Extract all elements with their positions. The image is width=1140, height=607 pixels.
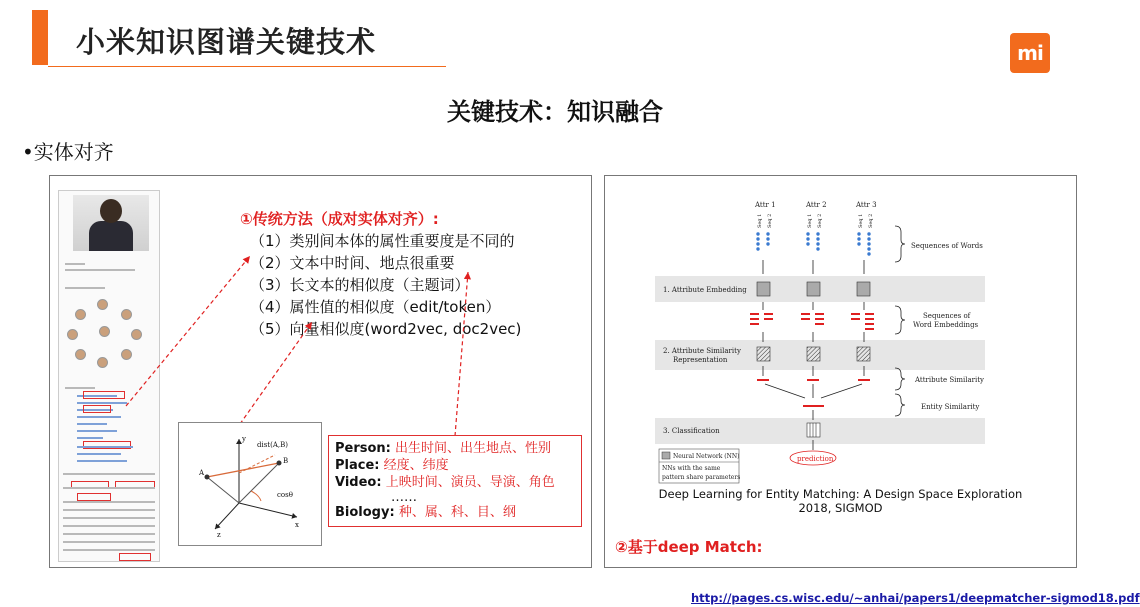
attr-1-label: Attr 1 bbox=[755, 201, 776, 209]
attr-3-label: Attr 3 bbox=[856, 201, 877, 209]
cos-label: cosθ bbox=[277, 491, 293, 499]
seq-label: Seq 1 bbox=[807, 213, 813, 228]
dist-label: dist(A,B) bbox=[257, 441, 289, 449]
legend-shared-1: NNs with the same bbox=[662, 465, 721, 472]
method-item: （4）属性值的相似度（edit/token） bbox=[250, 298, 501, 316]
method-item: （5）向量相似度(word2vec, doc2vec) bbox=[250, 320, 522, 338]
slide-subtitle: 关键技术：知识融合 bbox=[447, 98, 663, 126]
deep-match-label: ②基于deep Match: bbox=[615, 538, 763, 556]
step-attribute-embedding: 1. Attribute Embedding bbox=[663, 286, 747, 294]
paper-venue: 2018, SIGMOD bbox=[798, 501, 883, 515]
method-item: （3）长文本的相似度（主题词） bbox=[250, 276, 470, 294]
point-b-label: B bbox=[283, 457, 289, 465]
axis-label-x: x bbox=[295, 521, 299, 529]
paper-link[interactable]: http://pages.cs.wisc.edu/~anhai/papers1/deepmatcher-sigmod18.pdf bbox=[691, 591, 1140, 605]
seq-label: Seq 1 bbox=[858, 213, 864, 228]
axis-label-y: y bbox=[242, 435, 246, 443]
title-accent-bar bbox=[32, 10, 48, 65]
xiaomi-logo: mi bbox=[1010, 33, 1050, 73]
side-label-embeddings-2: Word Embeddings bbox=[913, 321, 979, 329]
prediction-label: prediction bbox=[797, 455, 834, 463]
legend-nn: Neural Network (NN) bbox=[673, 453, 740, 460]
seq-label: Seq 1 bbox=[757, 213, 763, 228]
deepmatcher-architecture-diagram bbox=[655, 190, 990, 488]
vector-similarity-plot bbox=[178, 422, 322, 546]
attribute-row: Place: 经度、纬度 bbox=[335, 458, 449, 473]
legend-shared-2: pattern share parameters bbox=[662, 474, 741, 481]
seq-label: Seq 2 bbox=[767, 213, 773, 228]
bullet-entity-alignment: •实体对齐 bbox=[22, 140, 114, 164]
title-underline bbox=[48, 66, 446, 67]
side-label-entity-similarity: Entity Similarity bbox=[921, 403, 980, 411]
side-label-words: Sequences of Words bbox=[911, 242, 983, 250]
side-label-embeddings-1: Sequences of bbox=[923, 312, 971, 320]
traditional-methods-title: ①传统方法（成对实体对齐）: bbox=[240, 210, 439, 228]
step-classification: 3. Classification bbox=[663, 427, 720, 435]
step-representation: Representation bbox=[673, 356, 728, 364]
side-label-attribute-similarity: Attribute Similarity bbox=[915, 376, 984, 384]
deep-match-panel bbox=[604, 175, 1077, 568]
attribute-examples-box bbox=[328, 435, 582, 527]
paper-title: Deep Learning for Entity Matching: A Design Space Exploration bbox=[658, 487, 1023, 501]
step-attribute-similarity: 2. Attribute Similarity bbox=[663, 347, 741, 355]
paper-caption bbox=[605, 487, 1076, 515]
attribute-row: Biology: 种、属、科、目、纲 bbox=[335, 505, 516, 520]
attribute-row: Person: 出生时间、出生地点、性别 bbox=[335, 441, 552, 456]
attribute-ellipsis: …… bbox=[391, 490, 417, 505]
method-item: （2）文本中时间、地点很重要 bbox=[250, 254, 455, 272]
seq-label: Seq 2 bbox=[868, 213, 874, 228]
page-title: 小米知识图谱关键技术 bbox=[76, 25, 377, 59]
axis-label-z: z bbox=[217, 531, 221, 539]
seq-label: Seq 2 bbox=[817, 213, 823, 228]
point-a-label: A bbox=[199, 469, 205, 477]
attr-2-label: Attr 2 bbox=[806, 201, 827, 209]
method-item: （1）类别间本体的属性重要度是不同的 bbox=[250, 232, 515, 250]
attribute-row: Video: 上映时间、演员、导演、角色 bbox=[335, 475, 555, 490]
traditional-method-panel bbox=[49, 175, 592, 568]
